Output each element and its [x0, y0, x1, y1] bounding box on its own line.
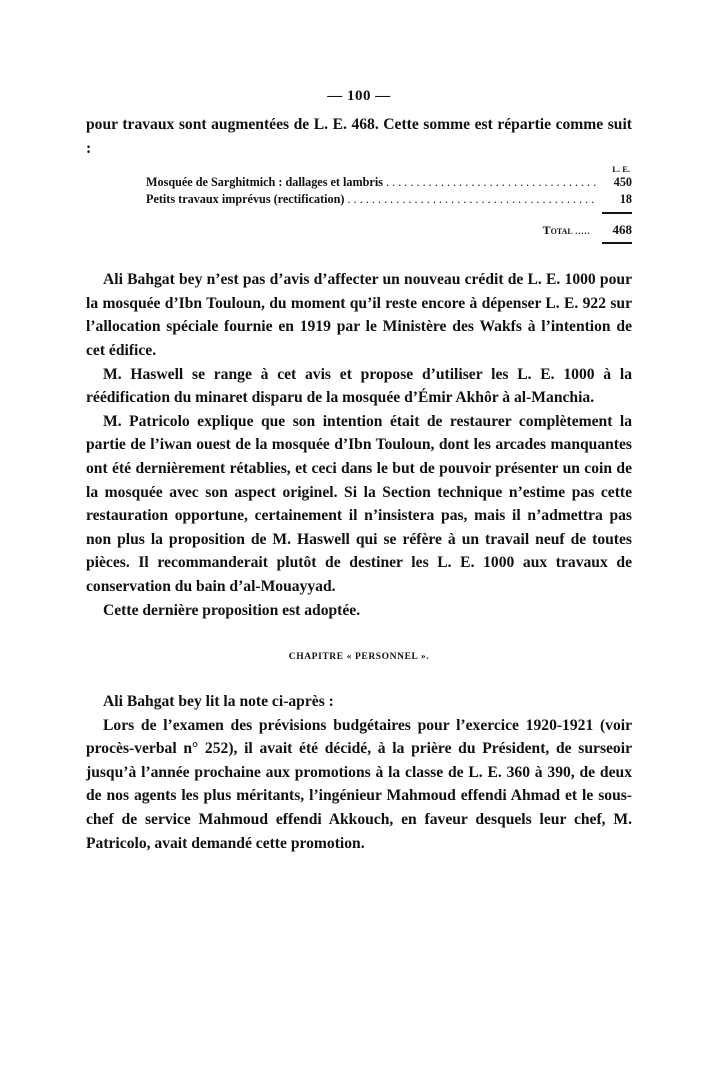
chapter-heading: CHAPITRE « PERSONNEL ».	[288, 652, 430, 663]
page-number: — 100 —	[327, 88, 391, 104]
total-dots: .....	[574, 223, 590, 238]
paragraph: M. Patricolo explique que son intention était de restaurer complètement la partie de l’iwan ouest de la mosquée d’Ibn Touloun, dont les arcades manquantes ont été dernièrement rétablies, et ceci dans le but de pouvoir présenter un coin de la mosquée avec son aspect originel. Si la Section technique n’estime pas cette restauration opportune, certainement il n’insistera pas, mais il n’admettra pas non plus la proposition de M. Haswell qui se réfère à un travail neuf de toutes pièces. Il recommanderait plutôt de destiner les L. E. 1000 aux travaux de conservation du bain d’al-Mouayyad.	[86, 412, 632, 595]
sum-rule	[602, 212, 632, 214]
paragraph: Ali Bahgat bey lit la note ci-après :	[103, 693, 334, 711]
total-value: 468	[612, 222, 632, 238]
paragraph: M. Haswell se range à cet avis et propose d’utiliser les L. E. 1000 à la réédification du minaret disparu de la mosquée d’Émir Akhôr à al-Manchia.	[86, 365, 632, 407]
total-row	[146, 222, 632, 238]
row-value: 450	[613, 175, 632, 190]
table-row	[146, 175, 632, 192]
expense-table	[146, 164, 632, 244]
table-row	[146, 192, 632, 209]
row-label: Petits travaux imprévus (rectification) . . .	[146, 192, 596, 207]
total-label: Total	[542, 223, 573, 238]
row-label: Mosquée de Sarghitmich : dallages et lambris . . .	[146, 175, 596, 190]
paragraph: Ali Bahgat bey n’est pas d’avis d’affecter un nouveau crédit de L. E. 1000 pour la mosquée d’Ibn Touloun, du moment qu’il reste encore à dépenser L. E. 922 sur l’allocation spéciale fournie en 1919 par le Ministère des Wakfs à l’intention de cet édifice.	[86, 271, 632, 359]
intro-paragraph: pour travaux sont augmentées de L. E. 468. Cette somme est répartie comme suit :	[86, 116, 632, 157]
paragraph: Cette dernière proposition est adoptée.	[103, 601, 361, 619]
row-value: 18	[619, 192, 632, 207]
paragraph: Lors de l’examen des prévisions budgétaires pour l’exercice 1920-1921 (voir procès-verbal n° 252), il avait été décidé, à la prière du Président, de surseoir jusqu’à l’année prochaine aux promotions à la classe de L. E. 360 à 390, de deux de nos agents les plus méritants, l’ingénieur Mahmoud effendi Ahmad et le sous-chef de service Mahmoud effendi Akkouch, en faveur desquels leur chef, M. Patricolo, avait demandé cette promotion.	[86, 716, 632, 852]
currency-header: L. E.	[612, 164, 630, 175]
document-page	[86, 88, 632, 855]
